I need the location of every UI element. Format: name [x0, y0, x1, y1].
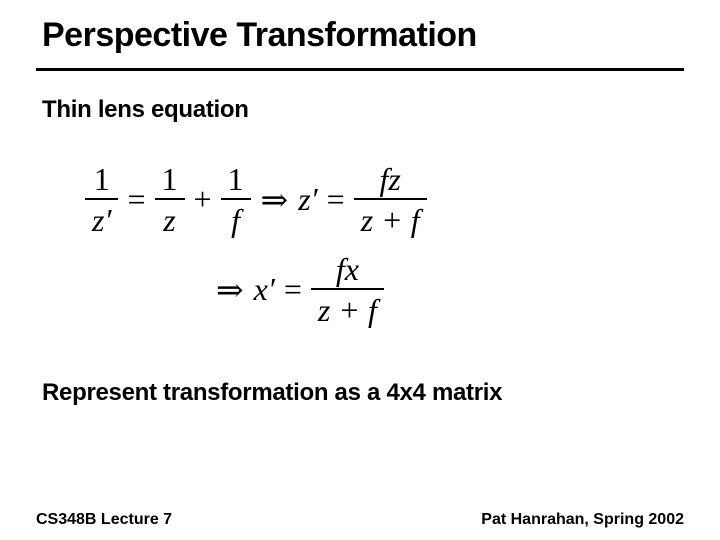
denominator: z: [163, 202, 176, 238]
equals-sign: =: [283, 271, 302, 307]
title-divider: [36, 68, 684, 71]
equation-x-prime: [206, 253, 384, 326]
plus-sign: +: [193, 181, 212, 217]
fraction-fz-over-z-plus-f: [354, 163, 427, 236]
denominator: z′: [92, 202, 112, 238]
fraction-one-over-z: [155, 163, 185, 236]
equation-thin-lens: [85, 163, 427, 236]
fraction-fx-over-z-plus-f: [311, 253, 384, 326]
denominator: z + f: [317, 292, 377, 328]
fraction-one-over-f: [221, 163, 251, 236]
denominator: z + f: [360, 202, 420, 238]
equals-sign: =: [326, 181, 345, 217]
heading-thin-lens: Thin lens equation: [42, 96, 249, 123]
numerator: fz: [379, 161, 401, 197]
equals-sign: =: [127, 181, 146, 217]
numerator: 1: [93, 161, 110, 197]
x-prime-variable: x′: [253, 271, 275, 307]
implies-arrow: ⇒: [260, 182, 289, 219]
footer-author-label: Pat Hanrahan, Spring 2002: [481, 511, 684, 528]
z-prime-variable: z′: [298, 181, 318, 217]
footer-course-label: CS348B Lecture 7: [36, 511, 173, 528]
fraction-one-over-zprime: [85, 163, 118, 236]
heading-matrix: Represent transformation as a 4x4 matrix: [42, 379, 503, 406]
numerator: fx: [335, 251, 359, 287]
numerator: 1: [227, 161, 244, 197]
slide-title: Perspective Transformation: [42, 16, 477, 54]
denominator: f: [231, 202, 240, 238]
numerator: 1: [161, 161, 178, 197]
implies-arrow: ⇒: [216, 272, 244, 309]
